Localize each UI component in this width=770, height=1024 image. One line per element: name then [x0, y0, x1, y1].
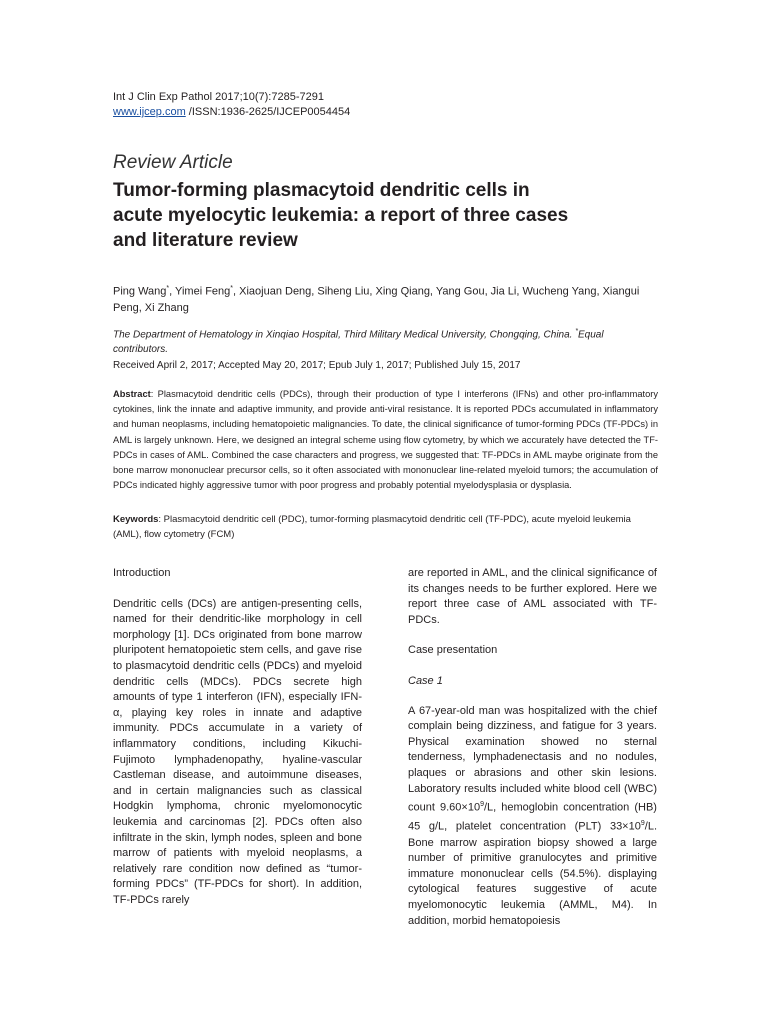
- equal-contrib-note: Equal contributors.: [113, 329, 604, 356]
- journal-citation: Int J Clin Exp Pathol 2017;10(7):7285-7291: [113, 91, 324, 103]
- body-column-left: [113, 566, 362, 923]
- superscript: 9: [640, 820, 645, 828]
- article-title: Tumor-forming plasmacytoid dendritic cells in acute myelocytic leukemia: a report of three cases and literature review: [113, 180, 569, 251]
- publication-dates: Received April 2, 2017; Accepted May 20, 2017; Epub July 1, 2017; Published July 15, 2017: [113, 360, 521, 371]
- author-names-rest: , Xiaojuan Deng, Siheng Liu, Xing Qiang, Yang Gou, Jia Li, Wucheng Yang, Xiangui Peng, Xi Zhang: [113, 285, 640, 314]
- body-text: /L. Bone marrow aspiration biopsy showed a large number of primitive granulocytes and primitive immature mononuclear cells (54.5%). displaying cytological features suggestive of acute myelomonocytic leukemia (AMML, M4). In addition, morbid hematopoiesis: [408, 821, 657, 927]
- body-paragraph: [408, 704, 657, 930]
- author-name: , Yimei Feng: [169, 285, 231, 298]
- equal-contrib-mark: *: [575, 328, 578, 335]
- abstract-text: : Plasmacytoid dendritic cells (PDCs), through their production of type I interferons (IFNs) and other pro-inflammatory cytokines, link the innate and adaptive immunity, and provide anti-viral resistance. It is reported PDCs accumulated in inflammatory and human neoplasms, including hematopoietic malignancies. To date, the clinical significance of tumor-forming PDCs (TF-PDCs) in AML is largely unknown. Here, we designed an integral scheme using flow cytometry, by which we accurately have detected the TF-PDCs in cases of AML. Combined the case characters and progress, we suggested that: TF-PDCs in AML maybe originate from the bone marrow mononuclear precursor cells, so it often associated with mononuclear line-related myeloid tumors; the accumulation of PDCs indicated highly aggressive tumor with poor progress and probably potential myelodysplasia or dysplasia.: [113, 389, 658, 491]
- body-column-right: [408, 566, 657, 944]
- body-text: A 67-year-old man was hospitalized with the chief complain being dizziness, and fatigue for 3 years. Physical examination showed no sternal tenderness, lymphadenectasis and no nodules, plaques or abrasions and other skin lesions. Laboratory results included white blood cell (WBC) count 9.60×10: [408, 704, 657, 814]
- equal-contrib-mark: *: [230, 285, 234, 292]
- author-name: Ping Wang: [113, 285, 167, 298]
- journal-issn: /ISSN:1936-2625/IJCEP0054454: [185, 106, 351, 118]
- affiliation: [113, 324, 658, 357]
- superscript: 9: [480, 801, 484, 809]
- subsection-heading-case-1: Case 1: [408, 674, 443, 687]
- keywords-label: Keywords: [113, 514, 159, 525]
- author-list: [113, 281, 658, 316]
- section-heading-case-presentation: Case presentation: [408, 644, 498, 657]
- abstract: [113, 387, 658, 493]
- keywords-text: : Plasmacytoid dendritic cell (PDC), tumor-forming plasmacytoid dendritic cell (TF-PDC), acute myeloid leukemia (AML), flow cytometry (FCM): [113, 514, 631, 540]
- keywords: [113, 512, 658, 542]
- affiliation-text: The Department of Hematology in Xinqiao Hospital, Third Military Medical University, Chongqing, China.: [113, 329, 576, 341]
- equal-contrib-mark: *: [166, 285, 170, 292]
- body-paragraph: Dendritic cells (DCs) are antigen-presenting cells, named for their dendritic-like morphology in cell morphology [1]. DCs originated from bone marrow pluripotent hematopoietic stem cells, and gave rise to plasmacytoid dendritic cells (PDCs) and myeloid dendritic cells (MDCs). PDCs secrete high amounts of type 1 interferon (IFN), especially IFN-α, playing key roles in innate and adaptive immunity. PDCs accumulate in a variety of inflammatory conditions, including Kikuchi-Fujimoto lymphadenopathy, hyaline-vascular Castleman disease, and autoimmune diseases, and in certain malignancies such as classical Hodgkin lymphoma, chronic myelomonocytic leukemia and carcinomas [2]. PDCs often also infiltrate in the skin, lymph nodes, spleen and bone marrow of patients with myeloid neoplasms, a relatively rare condition now defined as “tumor-forming PDCs” (TF-PDCs for short). In addition, TF-PDCs rarely: [113, 597, 362, 906]
- article-type: Review Article: [113, 152, 233, 173]
- journal-website-link[interactable]: www.ijcep.com: [113, 106, 186, 118]
- journal-links: [113, 105, 350, 120]
- abstract-label: Abstract: [113, 389, 151, 399]
- section-heading-introduction: Introduction: [113, 567, 171, 579]
- body-text: /L, hemoglobin concentration (HB) 45 g/L, platelet concentration (PLT) 33×10: [408, 801, 657, 834]
- body-paragraph: are reported in AML, and the clinical significance of its changes needs to be further explored. Here we report three case of AML associated with TF-PDCs.: [408, 567, 657, 626]
- journal-header: [113, 90, 350, 120]
